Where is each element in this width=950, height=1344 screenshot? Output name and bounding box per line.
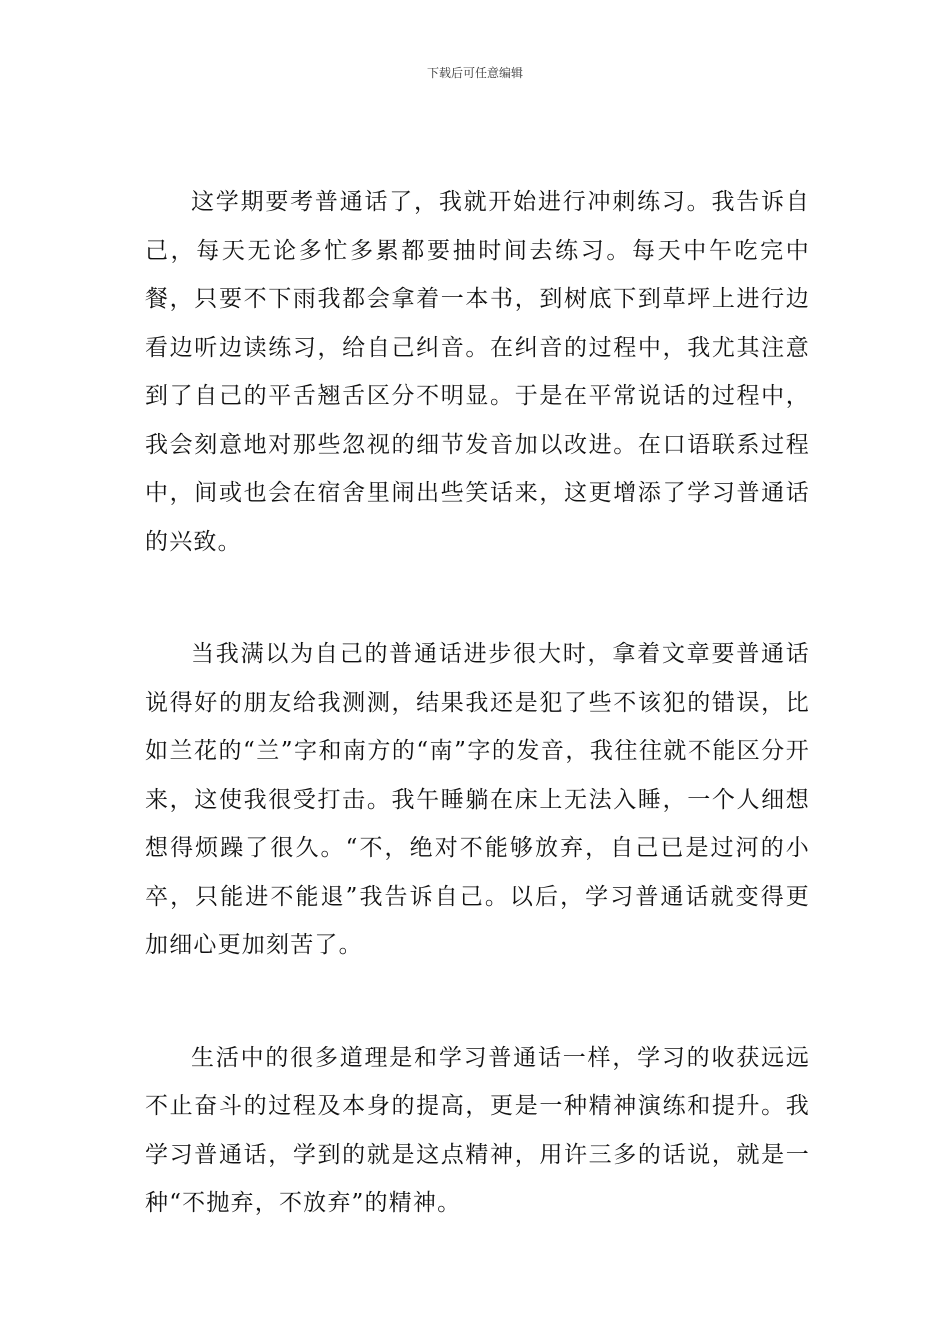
paragraph-2: 当我满以为自己的普通话进步很大时，拿着文章要普通话说得好的朋友给我测测，结果我还是犯了些不该犯的错误，比如兰花的“兰”字和南方的“南”字的发音，我往往就不能区分开来，这使我很受打击。我午睡躺在床上无法入睡，一个人细想想得烦躁了很久。“不，绝对不能够放弃，自己已是过河的小卒，只能进不能退”我告诉自己。以后，学习普通话就变得更加细心更加刻苦了。: [145, 641, 810, 958]
page-header-note: 下载后可任意编辑: [426, 66, 523, 80]
paragraph-3: 生活中的很多道理是和学习普通话一样，学习的收获远远不止奋斗的过程及本身的提高，更是一种精神演练和提升。我学习普通话，学到的就是这点精神，用许三多的话说，就是一种“不抛弃，不放弃”的精神。: [145, 1044, 810, 1216]
paragraph-1: 这学期要考普通话了，我就开始进行冲刺练习。我告诉自己，每天无论多忙多累都要抽时间去练习。每天中午吃完中餐，只要不下雨我都会拿着一本书，到树底下到草坪上进行边看边听边读练习，给自己纠音。在纠音的过程中，我尤其注意到了自己的平舌翘舌区分不明显。于是在平常说话的过程中，我会刻意地对那些忽视的细节发音加以改进。在口语联系过程中，间或也会在宿舍里闹出些笑话来，这更增添了学习普通话的兴致。: [145, 189, 810, 555]
document-body: [145, 178, 810, 1228]
